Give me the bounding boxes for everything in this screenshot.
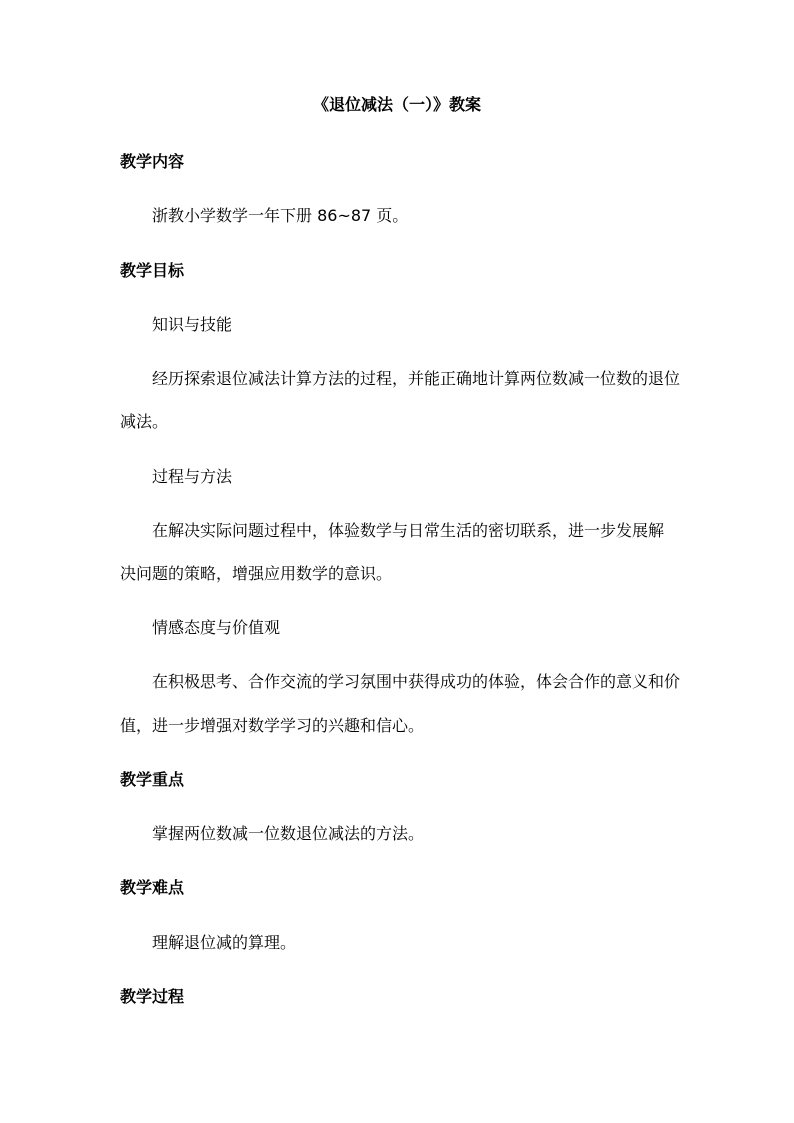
key-points-text: 掌握两位数减一位数退位减法的方法。 — [152, 824, 425, 843]
teaching-content-text: 浙教小学数学一年下册 86~87 页。 — [152, 206, 409, 225]
heading-teaching-goals: 教学目标 — [120, 261, 185, 280]
emotion-text-line1: 在积极思考、合作交流的学习氛围中获得成功的体验，体会合作的意义和价 — [152, 672, 681, 691]
heading-teaching-process: 教学过程 — [120, 987, 185, 1006]
heading-difficulties: 教学难点 — [120, 878, 185, 897]
difficulties-text: 理解退位减的算理。 — [152, 933, 297, 952]
knowledge-text-line2: 减法。 — [120, 412, 169, 431]
document-title: 《退位减法（一）》教案 — [312, 95, 481, 114]
emotion-text-line2: 值，进一步增强对数学学习的兴趣和信心。 — [120, 716, 425, 735]
process-text-line1: 在解决实际问题过程中，体验数学与日常生活的密切联系，进一步发展解 — [152, 521, 665, 540]
heading-key-points: 教学重点 — [120, 770, 185, 789]
process-text-line2: 决问题的策略，增强应用数学的意识。 — [120, 564, 393, 583]
heading-teaching-content: 教学内容 — [120, 152, 185, 171]
knowledge-text-line1: 经历探索退位减法计算方法的过程，并能正确地计算两位数减一位数的退位 — [152, 369, 681, 388]
subheading-emotion-values: 情感态度与价值观 — [152, 618, 281, 637]
subheading-process-methods: 过程与方法 — [152, 467, 233, 486]
subheading-knowledge-skills: 知识与技能 — [152, 315, 233, 334]
